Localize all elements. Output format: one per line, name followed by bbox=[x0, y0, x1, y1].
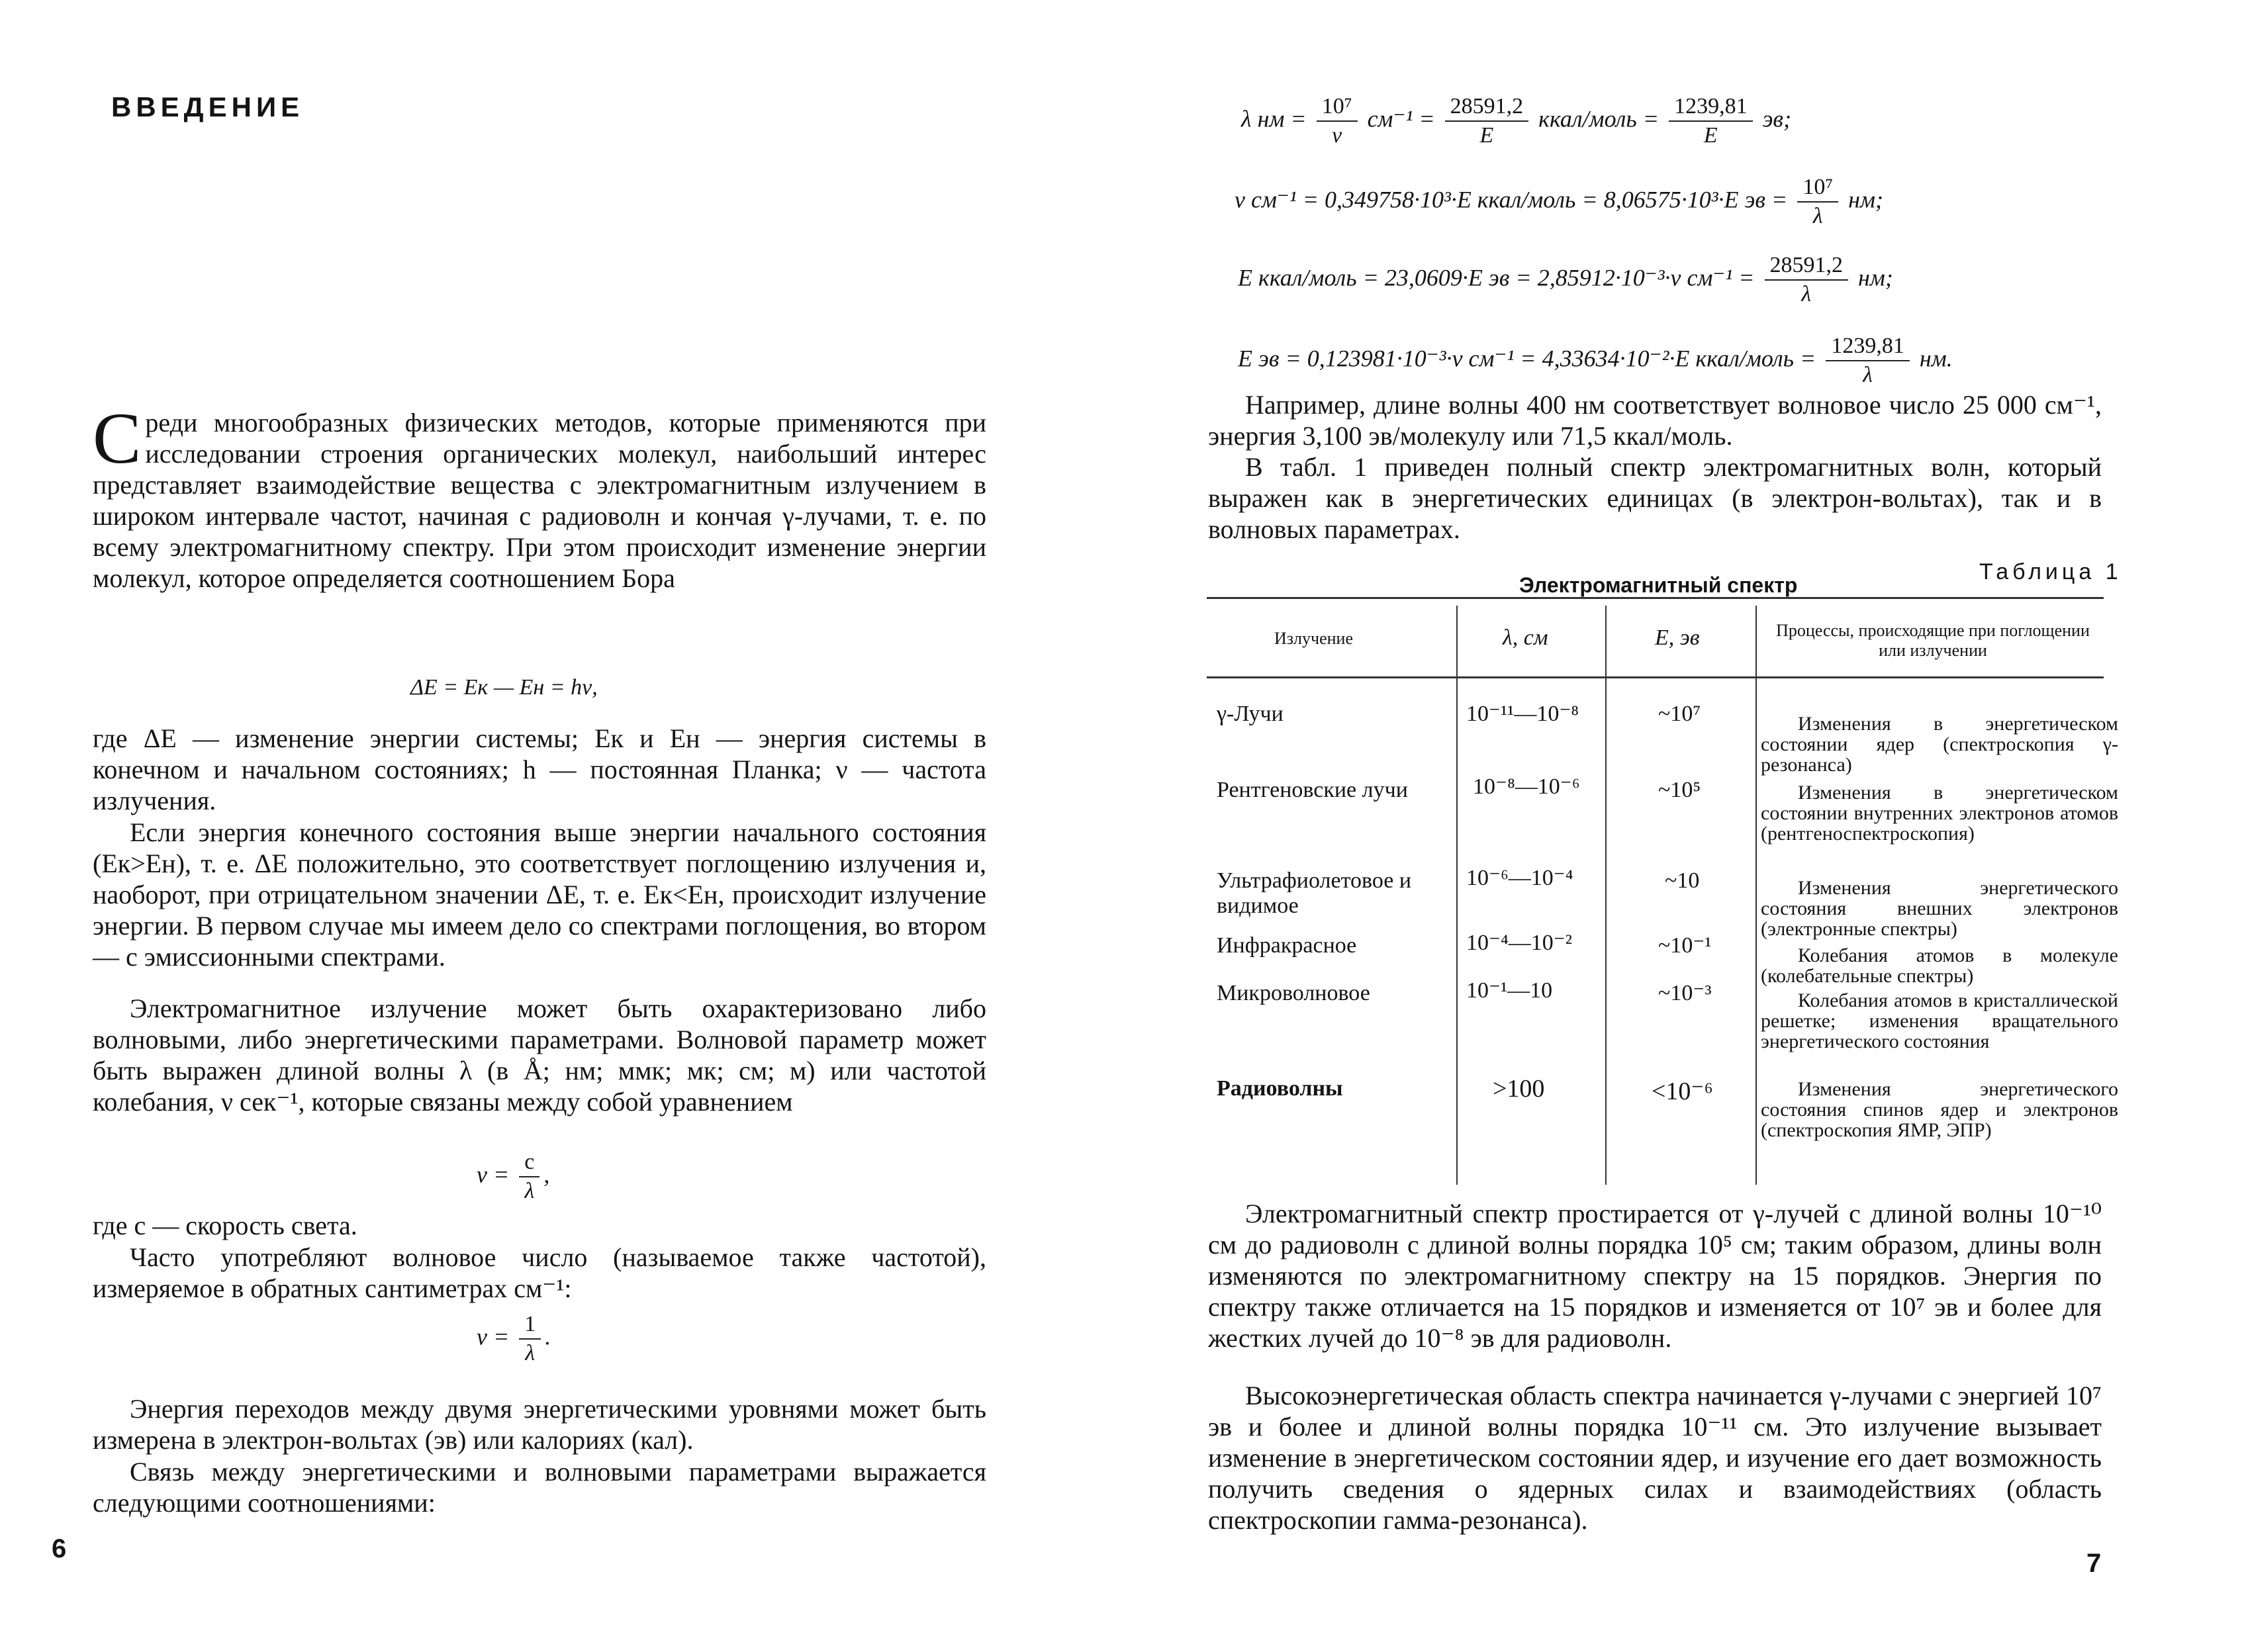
denominator: E bbox=[1703, 123, 1718, 148]
numerator: 1 bbox=[519, 1310, 541, 1340]
relation-equation-1 bbox=[1241, 93, 1791, 150]
table-cell-energy: ~10⁷ bbox=[1658, 702, 1701, 726]
table-column-rule bbox=[1755, 606, 1757, 1185]
paragraph-speed-of-light: где c — скорость света. bbox=[93, 1211, 357, 1240]
eq-part: E ккал/моль = 23,0609·E эв = 2,85912·10⁻³·ν см⁻¹ = bbox=[1238, 264, 1755, 291]
numerator: c bbox=[519, 1148, 539, 1177]
table-cell-wavelength: >100 bbox=[1493, 1075, 1545, 1103]
numerator: 1239,81 bbox=[1826, 332, 1910, 361]
paragraph-relations: Связь между энергетическими и волновыми параметрами выражается следующими соотношениями: bbox=[93, 1457, 986, 1518]
paragraph-table-intro: В табл. 1 приведен полный спектр электромагнитных волн, который выражен как в энергетических единицах (в электрон-вольтах), так и в волновых параметрах. bbox=[1208, 452, 2102, 544]
table-cell-name: Рентгеновские лучи bbox=[1217, 778, 1408, 802]
eq-part: нм. bbox=[1919, 345, 1953, 372]
table-cell-name: Микроволновое bbox=[1217, 981, 1370, 1005]
table-cell-wavelength: 10⁻⁶—10⁻⁴ bbox=[1466, 866, 1573, 890]
fraction bbox=[1765, 252, 1849, 308]
table-cell-name: Инфракрасное bbox=[1217, 933, 1357, 958]
table-cell-energy: ~10⁻³ bbox=[1658, 981, 1712, 1005]
frequency-formula bbox=[477, 1148, 549, 1205]
table-header-wavelength: λ, см bbox=[1503, 625, 1548, 650]
eq-part: эв; bbox=[1762, 105, 1792, 132]
paragraph-intro-text: реди многообразных физических методов, которые применяются при исследовании строения органических молекул, наибольший интерес представляет взаимодействие вещества с электромагнитным излучением в широком интервале частот, начиная с радиоволн и кончая γ-лучами, т. е. по всему электромагнитному спектру. При этом происходит изменение энергии молекул, которое определяется соотношением Бора bbox=[93, 408, 986, 593]
paragraph-intro bbox=[93, 398, 986, 594]
table-title: Электромагнитный спектр bbox=[1519, 573, 1798, 597]
wavenumber-formula bbox=[477, 1310, 551, 1367]
eq-part: нм; bbox=[1858, 264, 1893, 291]
denominator: λ bbox=[525, 1341, 536, 1365]
numerator: 10⁷ bbox=[1797, 173, 1838, 203]
table-cell-process: Изменения в энергетическом состоянии внутренних электронов атомов (рентгеноспектроскопия) bbox=[1761, 782, 2118, 845]
bohr-formula: ΔE = Eк — Eн = hν, bbox=[410, 675, 598, 700]
formula-lhs: ν = bbox=[477, 1323, 510, 1350]
right-page bbox=[1122, 0, 2244, 1652]
paragraph-parameters: Электромагнитное излучение может быть охарактеризовано либо волновыми, либо энергетическими параметрами. Волновой параметр может быть выражен длиной волны λ (в Å; нм; ммк; мк; см; м) или частотой колебания, ν сек⁻¹, которые связаны между собой уравнением bbox=[93, 993, 986, 1117]
table-header-rule bbox=[1207, 676, 2104, 678]
formula-tail: , bbox=[543, 1161, 550, 1188]
table-cell-wavelength: 10⁻¹¹—10⁻⁸ bbox=[1466, 702, 1579, 726]
table-label: Таблица 1 bbox=[1979, 559, 2122, 584]
table-column-rule bbox=[1605, 606, 1607, 1185]
table-header-energy: E, эв bbox=[1655, 625, 1700, 650]
eq-part: ν см⁻¹ = 0,349758·10³·E ккал/моль = 8,06575·10³·E эв = bbox=[1235, 186, 1788, 213]
eq-part: λ нм = bbox=[1241, 105, 1307, 132]
table-header-processes: Процессы, происходящие при поглощении или излучении bbox=[1776, 621, 2090, 660]
table-cell-name: Ультрафиолетовое и видимое bbox=[1217, 868, 1412, 918]
page-number-right: 7 bbox=[2086, 1549, 2102, 1578]
paragraph-absorption: Если энергия конечного состояния выше энергии начального состояния (Eк>Eн), т. е. ΔE положительно, это соответствует поглощению излучения и, наоборот, при отрицательном значении ΔE, т. е. Eк<Eн, происходит излучение энергии. В первом случае мы имеем дело со спектрами поглощения, во втором — с эмиссионными спектрами. bbox=[93, 817, 986, 972]
table-cell-wavelength: 10⁻¹—10 bbox=[1466, 978, 1553, 1003]
table-cell-name: γ-Лучи bbox=[1217, 702, 1284, 726]
table-cell-energy: ~10⁻¹ bbox=[1658, 933, 1712, 958]
relation-equation-3 bbox=[1238, 252, 1893, 308]
paragraph-definitions: где ΔE — изменение энергии системы; Eк и Eн — энергия системы в конечном и начальном состояниях; h — постоянная Планка; ν — частота излучения. bbox=[93, 723, 986, 815]
table-cell-name: Радиоволны bbox=[1217, 1076, 1343, 1101]
fraction bbox=[519, 1310, 541, 1367]
paragraph-wavenumber: Часто употребляют волновое число (называемое также частотой), измеряемое в обратных сантиметрах см⁻¹: bbox=[93, 1242, 986, 1303]
table-cell-process: Изменения в энергетическом состоянии ядер (спектроскопия γ-резонанса) bbox=[1761, 713, 2118, 776]
table-cell-wavelength: 10⁻⁴—10⁻² bbox=[1466, 931, 1572, 955]
table-cell-energy: <10⁻⁶ bbox=[1652, 1078, 1713, 1105]
formula-tail: . bbox=[545, 1323, 551, 1350]
fraction bbox=[1317, 93, 1358, 150]
fraction bbox=[1826, 332, 1910, 389]
denominator: E bbox=[1479, 123, 1494, 148]
fraction bbox=[1669, 93, 1753, 150]
numerator: 1239,81 bbox=[1669, 93, 1753, 122]
table-cell-process: Изменения энергетического состояния спинов ядер и электронов (спектроскопия ЯМР, ЭПР) bbox=[1761, 1078, 2118, 1141]
table-column-rule bbox=[1456, 606, 1458, 1185]
paragraph-spectrum-range: Электромагнитный спектр простирается от γ-лучей с длиной волны 10⁻¹⁰ см до радиоволн с длиной волны порядка 10⁵ см; таким образом, длины волн изменяются по электромагнитному спектру на 15 порядков. Энергия по спектру также отличается на 15 порядков и изменяется от 10⁷ эв и более для жестких лучей до 10⁻⁸ эв для радиоволн. bbox=[1208, 1199, 2102, 1353]
paragraph-energy-units: Энергия переходов между двумя энергетическими уровнями может быть измерена в электрон-вольтах (эв) или калориях (кал). bbox=[93, 1394, 986, 1455]
eq-part: нм; bbox=[1848, 186, 1883, 213]
denominator: λ bbox=[524, 1179, 535, 1203]
table-cell-wavelength: 10⁻⁸—10⁻⁶ bbox=[1473, 774, 1580, 799]
paragraph-example: Например, длине волны 400 нм соответствует волновое число 25 000 см⁻¹, энергия 3,100 эв/молекулу или 71,5 ккал/моль. bbox=[1208, 390, 2102, 451]
fraction bbox=[1797, 173, 1838, 230]
denominator: λ bbox=[1812, 204, 1823, 228]
table-cell-process: Колебания атомов в молекуле (колебательные спектры) bbox=[1761, 944, 2118, 987]
denominator: λ bbox=[1801, 282, 1812, 306]
paragraph-high-energy: Высокоэнергетическая область спектра начинается γ-лучами с энергией 10⁷ эв и более и длиной волны порядка 10⁻¹¹ см. Это излучение вызывает изменение в энергетическом состоянии ядер, и изучение его дает возможность получить сведения о ядерных силах и взаимодействиях (область спектроскопии гамма-резонанса). bbox=[1208, 1381, 2102, 1535]
drop-cap: С bbox=[93, 398, 142, 479]
table-header-radiation: Излучение bbox=[1274, 629, 1354, 648]
table-cell-energy: ~10⁵ bbox=[1658, 778, 1701, 802]
chapter-heading: ВВЕДЕНИЕ bbox=[111, 91, 304, 122]
page-number-left: 6 bbox=[52, 1534, 67, 1563]
eq-part: E эв = 0,123981·10⁻³·ν см⁻¹ = 4,33634·10⁻²·E ккал/моль = bbox=[1238, 345, 1816, 372]
relation-equation-4 bbox=[1238, 332, 1953, 389]
eq-part: ккал/моль = bbox=[1538, 105, 1660, 132]
table-cell-energy: ~10 bbox=[1665, 868, 1700, 893]
table-top-rule bbox=[1207, 597, 2104, 599]
numerator: 28591,2 bbox=[1765, 252, 1849, 281]
numerator: 28591,2 bbox=[1445, 93, 1529, 122]
fraction bbox=[1445, 93, 1529, 150]
fraction bbox=[519, 1148, 539, 1205]
numerator: 10⁷ bbox=[1317, 93, 1358, 122]
table-cell-process: Изменения энергетического состояния внешних электронов (электронные спектры) bbox=[1761, 877, 2118, 940]
relation-equation-2 bbox=[1235, 173, 1883, 230]
table-cell-process: Колебания атомов в кристаллической решетке; изменения вращательного энергетического состояния bbox=[1761, 989, 2118, 1052]
denominator: ν bbox=[1332, 123, 1342, 148]
denominator: λ bbox=[1863, 363, 1873, 387]
formula-lhs: ν = bbox=[477, 1161, 510, 1188]
eq-part: см⁻¹ = bbox=[1367, 105, 1435, 132]
